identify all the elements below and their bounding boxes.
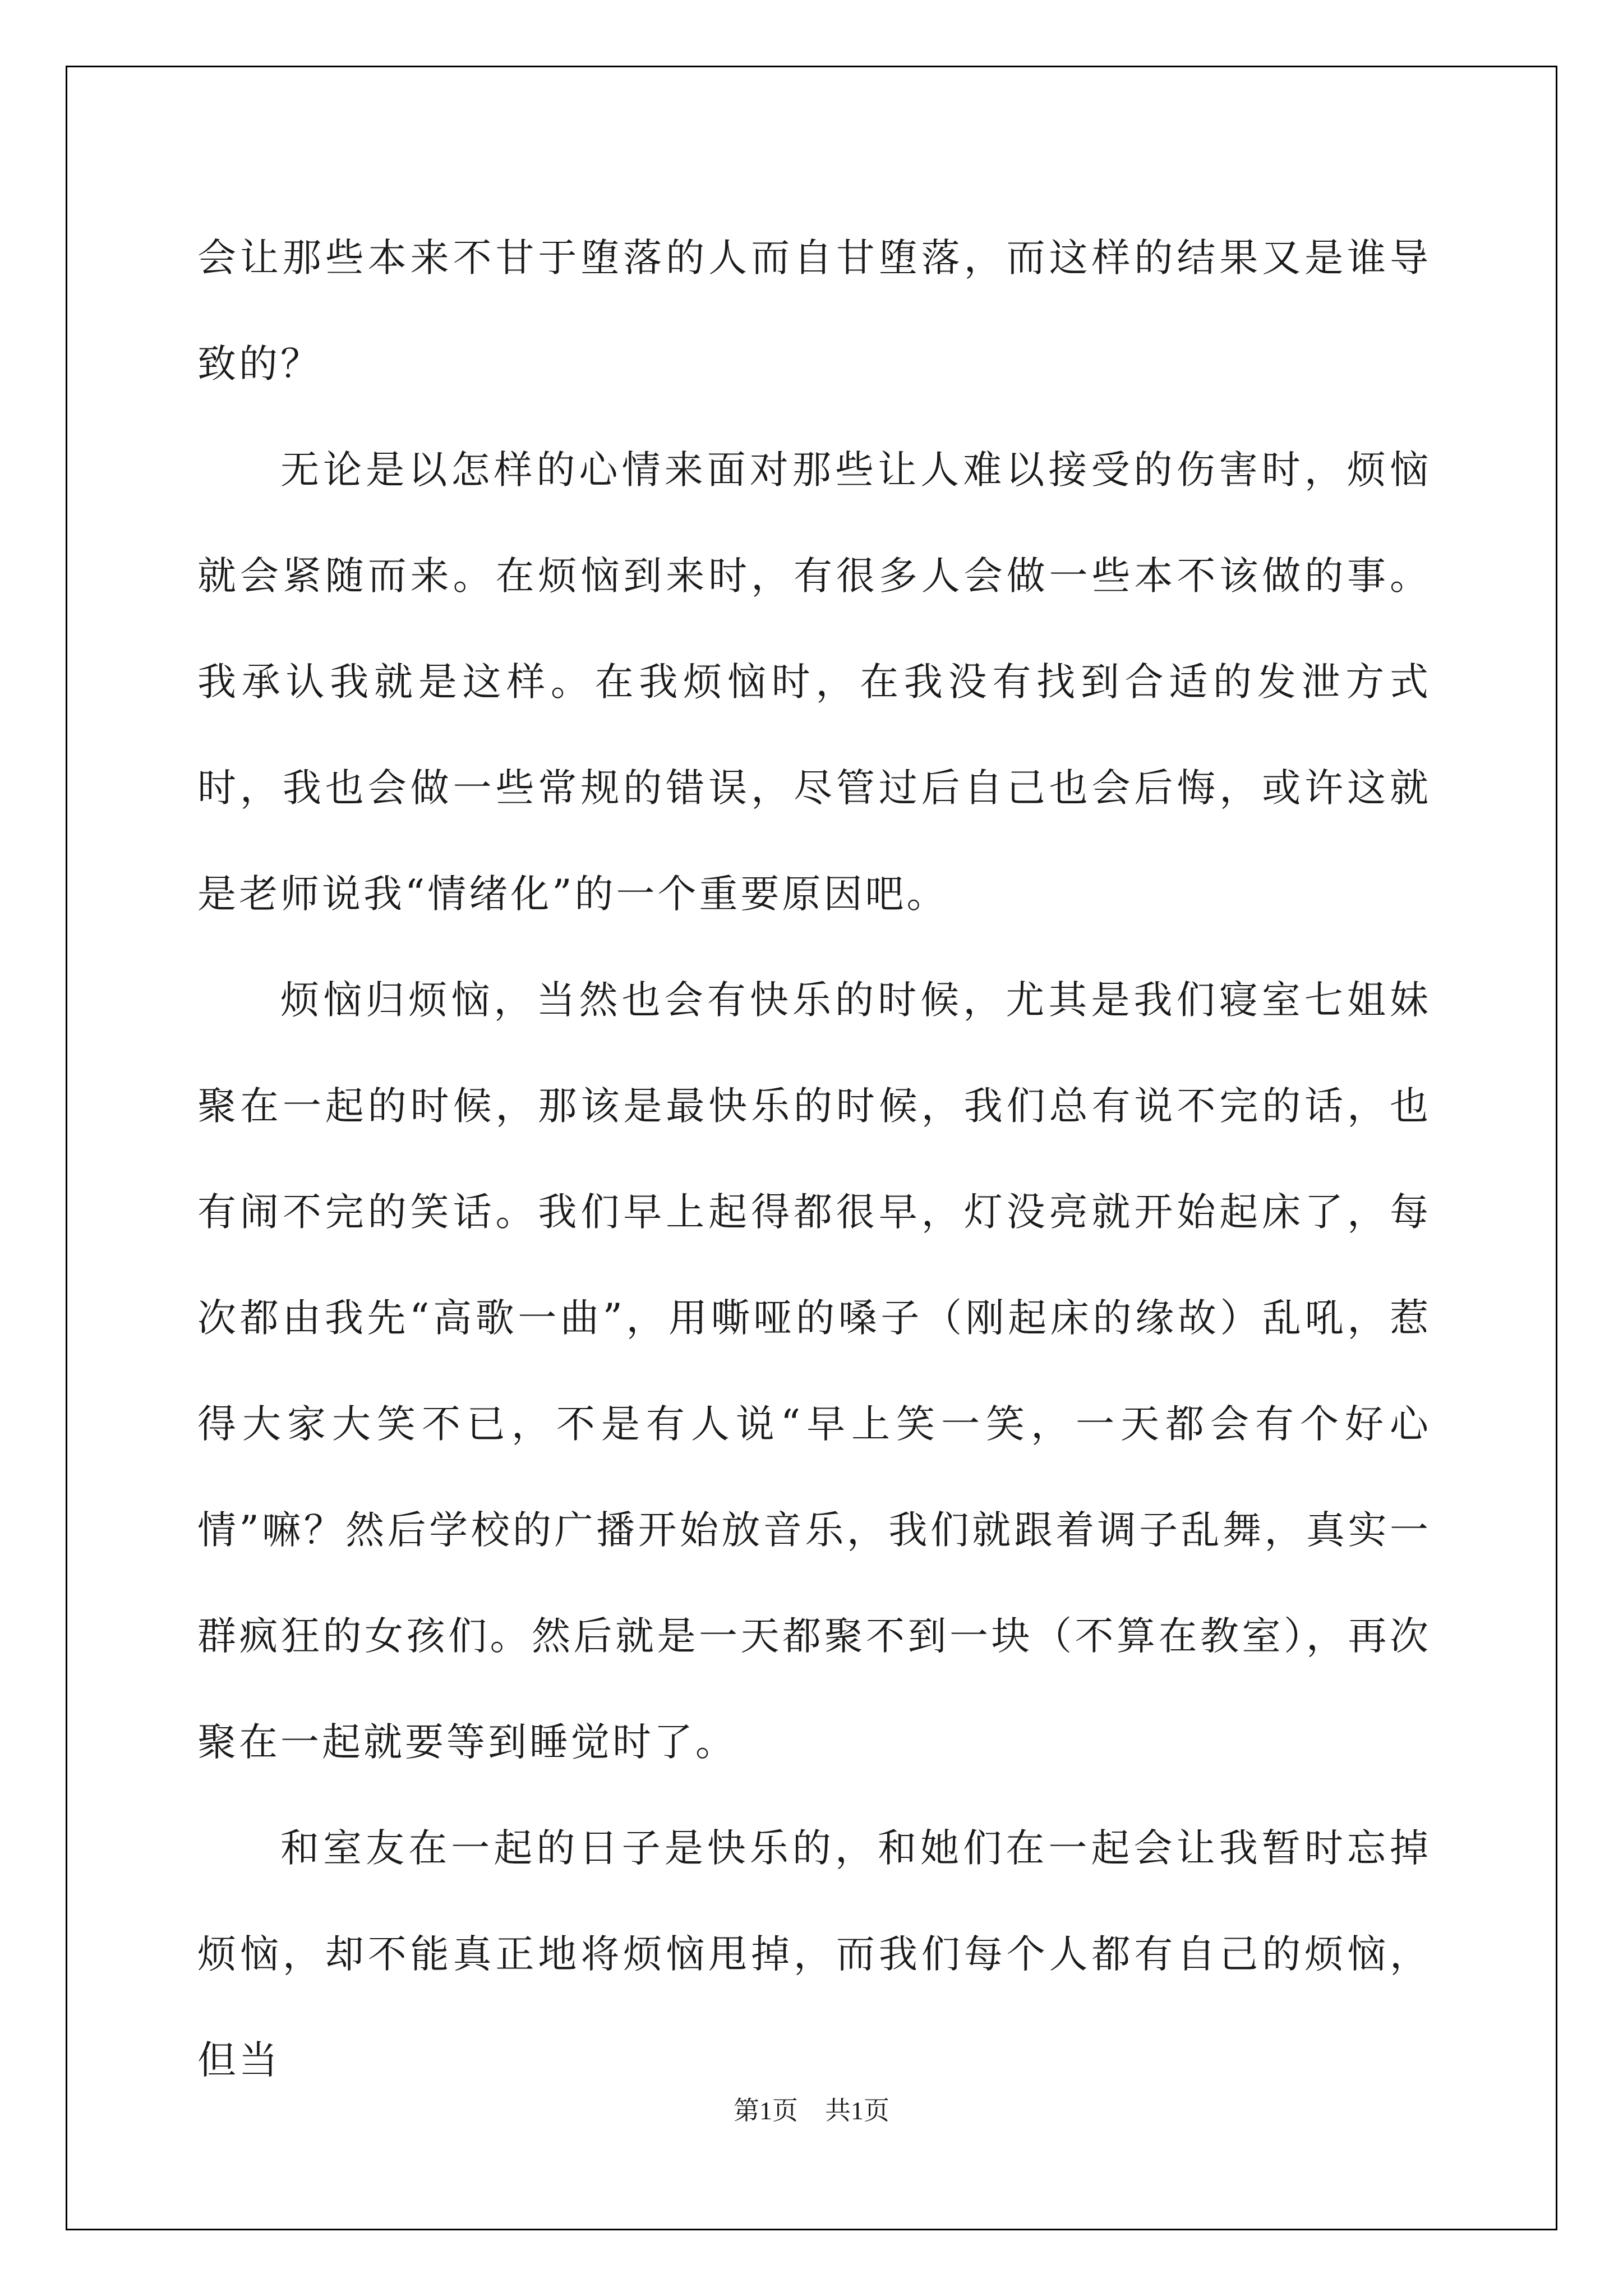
- page-number: 第1页: [734, 2096, 798, 2125]
- document-body: [197, 205, 1431, 2114]
- page-footer: [0, 2094, 1623, 2128]
- paragraph-1: 会让那些本来不甘于堕落的人而自甘堕落，而这样的结果又是谁导致的？: [197, 236, 1431, 386]
- paragraph-4: 和室友在一起的日子是快乐的，和她们在一起会让我暂时忘掉烦恼，却不能真正地将烦恼甩掉，而我们每个人都有自己的烦恼，但当: [197, 1826, 1431, 2083]
- paragraph-3: 烦恼归烦恼，当然也会有快乐的时候，尤其是我们寝室七姐妹聚在一起的时候，那该是最快乐的时候，我们总有说不完的话，也有闹不完的笑话。我们早上起得都很早，灯没亮就开始起床了，每次都由我先“高歌一曲”，用嘶哑的嗓子（刚起床的缘故）乱吼，惹得大家大笑不已，不是有人说“早上笑一笑，一天都会有个好心情”嘛？然后学校的广播开始放音乐，我们就跟着调子乱舞，真实一群疯狂的女孩们。然后就是一天都聚不到一块（不算在教室），再次聚在一起就要等到睡觉时了。: [197, 978, 1431, 1765]
- paragraph-2: 无论是以怎样的心情来面对那些让人难以接受的伤害时，烦恼就会紧随而来。在烦恼到来时，有很多人会做一些本不该做的事。我承认我就是这样。在我烦恼时，在我没有找到合适的发泄方式时，我也会做一些常规的错误，尽管过后自己也会后悔，或许这就是老师说我“情绪化”的一个重要原因吧。: [197, 448, 1431, 917]
- page-total: 共1页: [825, 2096, 889, 2125]
